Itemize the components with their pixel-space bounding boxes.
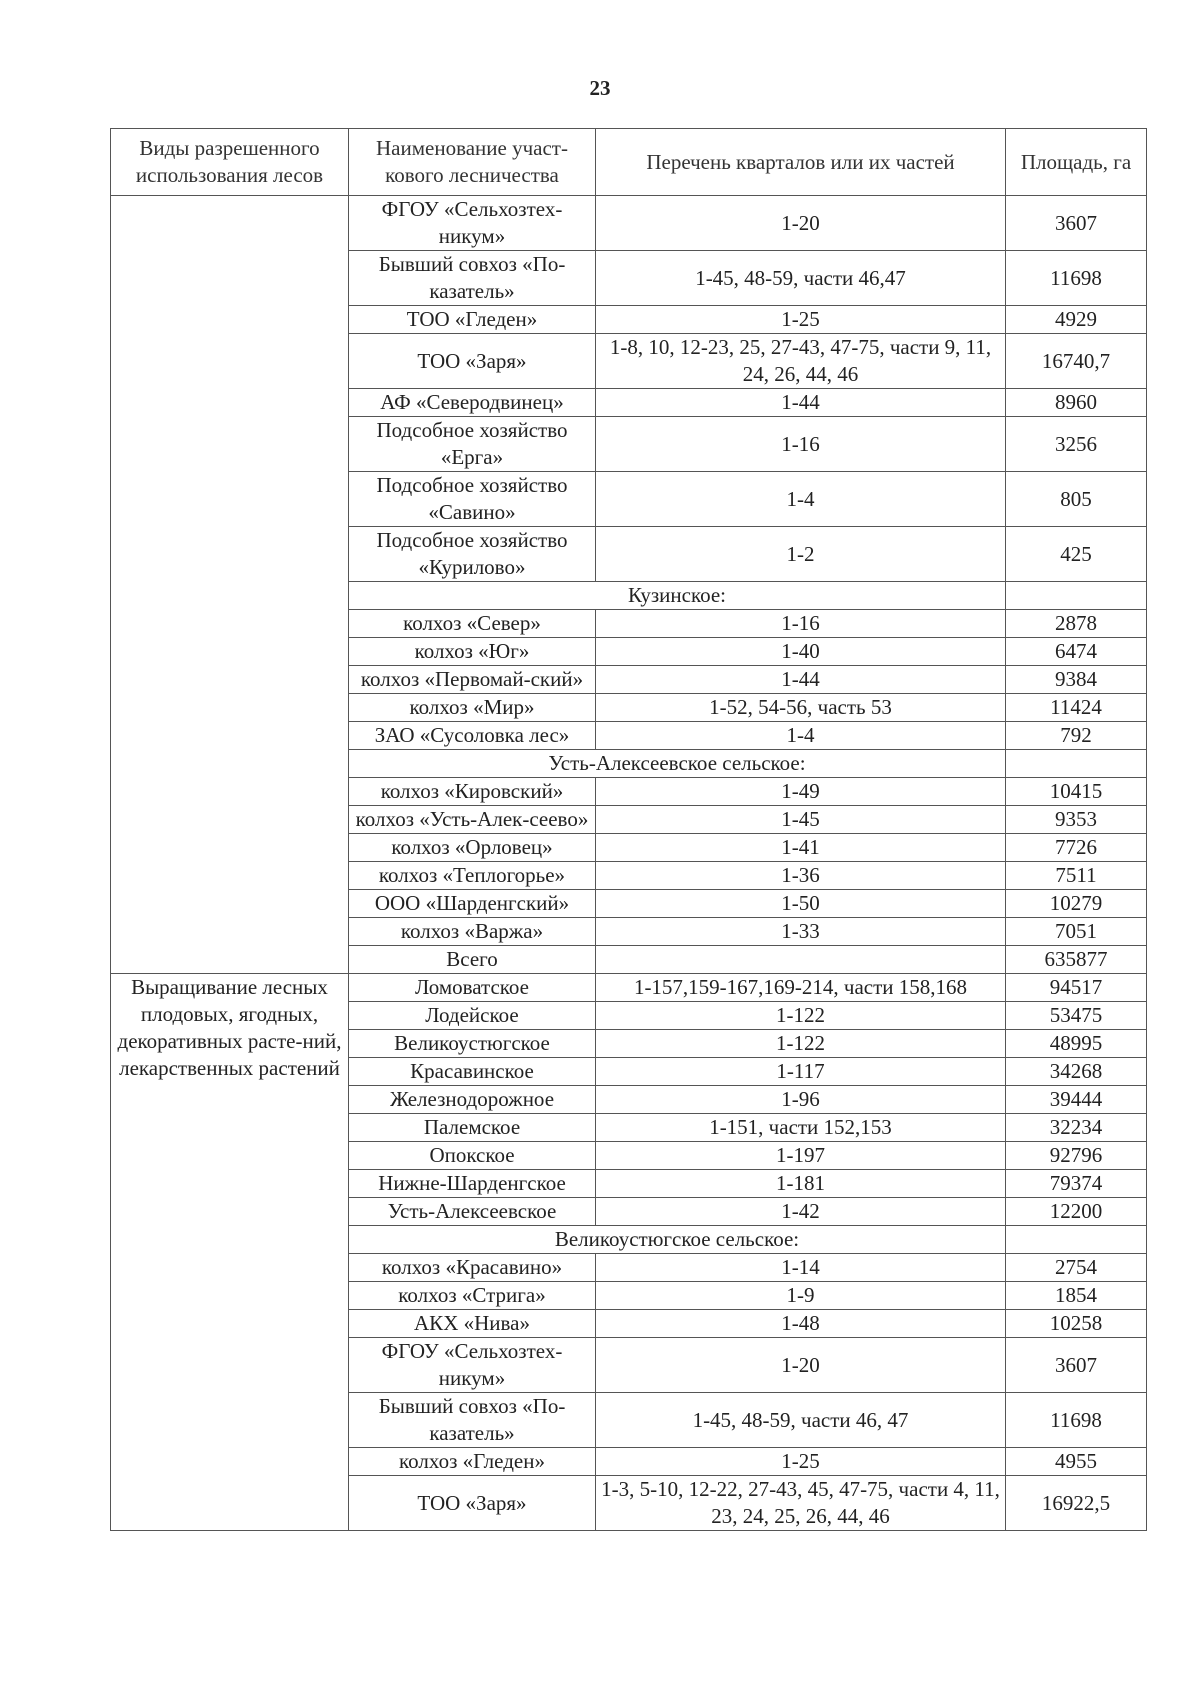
area-cell: 16740,7: [1006, 334, 1147, 389]
forestry-name-cell: Железнодорожное: [349, 1086, 596, 1114]
forestry-name-cell: колхоз «Красавино»: [349, 1254, 596, 1282]
forestry-name-cell: Подсобное хозяйство «Савино»: [349, 472, 596, 527]
area-cell: 3607: [1006, 1338, 1147, 1393]
quarters-cell: 1-33: [596, 918, 1006, 946]
section-heading: Великоустюгское сельское:: [349, 1226, 1006, 1254]
header-kind: Виды разрешенного использования лесов: [111, 129, 349, 196]
quarters-cell: 1-45, 48-59, части 46, 47: [596, 1393, 1006, 1448]
area-cell: 48995: [1006, 1030, 1147, 1058]
quarters-cell: 1-25: [596, 306, 1006, 334]
area-cell: 1854: [1006, 1282, 1147, 1310]
quarters-cell: 1-117: [596, 1058, 1006, 1086]
area-cell: 2754: [1006, 1254, 1147, 1282]
area-cell: 32234: [1006, 1114, 1147, 1142]
total-label: Всего: [349, 946, 596, 974]
table-body: [111, 196, 1147, 1531]
forestry-name-cell: Подсобное хозяйство «Ерга»: [349, 417, 596, 472]
total-area: 635877: [1006, 946, 1147, 974]
forestry-name-cell: Усть-Алексеевское: [349, 1198, 596, 1226]
forestry-name-cell: Красавинское: [349, 1058, 596, 1086]
quarters-cell: 1-197: [596, 1142, 1006, 1170]
quarters-cell: 1-14: [596, 1254, 1006, 1282]
forestry-name-cell: ЗАО «Сусоловка лес»: [349, 722, 596, 750]
table-header-row: [111, 129, 1147, 196]
forestry-name-cell: ТОО «Заря»: [349, 334, 596, 389]
section-heading: Кузинское:: [349, 582, 1006, 610]
forestry-name-cell: колхоз «Первомай-ский»: [349, 666, 596, 694]
table-row: [111, 196, 1147, 251]
quarters-cell: 1-49: [596, 778, 1006, 806]
quarters-cell: 1-122: [596, 1002, 1006, 1030]
section-heading: Усть-Алексеевское сельское:: [349, 750, 1006, 778]
empty-area-cell: [1006, 1226, 1147, 1254]
forestry-name-cell: колхоз «Стрига»: [349, 1282, 596, 1310]
forestry-name-cell: Палемское: [349, 1114, 596, 1142]
area-cell: 39444: [1006, 1086, 1147, 1114]
quarters-cell: 1-151, части 152,153: [596, 1114, 1006, 1142]
quarters-cell: 1-20: [596, 196, 1006, 251]
forestry-name-cell: колхоз «Усть-Алек-сеево»: [349, 806, 596, 834]
area-cell: 7051: [1006, 918, 1147, 946]
quarters-cell: 1-52, 54-56, часть 53: [596, 694, 1006, 722]
forestry-name-cell: Бывший совхоз «По-казатель»: [349, 251, 596, 306]
forestry-name-cell: Опокское: [349, 1142, 596, 1170]
area-cell: 805: [1006, 472, 1147, 527]
quarters-cell: 1-20: [596, 1338, 1006, 1393]
area-cell: 9384: [1006, 666, 1147, 694]
area-cell: 8960: [1006, 389, 1147, 417]
area-cell: 9353: [1006, 806, 1147, 834]
area-cell: 94517: [1006, 974, 1147, 1002]
area-cell: 53475: [1006, 1002, 1147, 1030]
forestry-name-cell: Великоустюгское: [349, 1030, 596, 1058]
quarters-cell: 1-48: [596, 1310, 1006, 1338]
forestry-name-cell: Бывший совхоз «По-казатель»: [349, 1393, 596, 1448]
header-area: Площадь, га: [1006, 129, 1147, 196]
quarters-cell: 1-44: [596, 666, 1006, 694]
quarters-cell: 1-50: [596, 890, 1006, 918]
area-cell: 11698: [1006, 251, 1147, 306]
forestry-name-cell: Лодейское: [349, 1002, 596, 1030]
forestry-name-cell: колхоз «Кировский»: [349, 778, 596, 806]
total-quarters-cell: [596, 946, 1006, 974]
area-cell: 10279: [1006, 890, 1147, 918]
quarters-cell: 1-4: [596, 722, 1006, 750]
use-kind-cell: Выращивание лесных плодовых, ягодных, декоративных расте-ний, лекарственных растений: [111, 974, 349, 1531]
forestry-name-cell: Подсобное хозяйство «Курилово»: [349, 527, 596, 582]
quarters-cell: 1-2: [596, 527, 1006, 582]
forestry-name-cell: колхоз «Орловец»: [349, 834, 596, 862]
area-cell: 4929: [1006, 306, 1147, 334]
area-cell: 7726: [1006, 834, 1147, 862]
quarters-cell: 1-44: [596, 389, 1006, 417]
forestry-name-cell: колхоз «Варжа»: [349, 918, 596, 946]
area-cell: 3256: [1006, 417, 1147, 472]
area-cell: 79374: [1006, 1170, 1147, 1198]
header-quarters: Перечень кварталов или их частей: [596, 129, 1006, 196]
area-cell: 11698: [1006, 1393, 1147, 1448]
forestry-name-cell: колхоз «Мир»: [349, 694, 596, 722]
table-row: [111, 974, 1147, 1002]
area-cell: 11424: [1006, 694, 1147, 722]
area-cell: 7511: [1006, 862, 1147, 890]
use-kind-cell: [111, 196, 349, 974]
quarters-cell: 1-4: [596, 472, 1006, 527]
area-cell: 3607: [1006, 196, 1147, 251]
forestry-name-cell: колхоз «Север»: [349, 610, 596, 638]
forestry-name-cell: колхоз «Гледен»: [349, 1448, 596, 1476]
page-number: 23: [589, 76, 611, 100]
area-cell: 12200: [1006, 1198, 1147, 1226]
forestry-name-cell: ТОО «Гледен»: [349, 306, 596, 334]
quarters-cell: 1-157,159-167,169-214, части 158,168: [596, 974, 1006, 1002]
empty-area-cell: [1006, 750, 1147, 778]
forest-use-table: [110, 128, 1147, 1531]
area-cell: 6474: [1006, 638, 1147, 666]
forestry-name-cell: Ломоватское: [349, 974, 596, 1002]
quarters-cell: 1-25: [596, 1448, 1006, 1476]
forestry-name-cell: Нижне-Шарденгское: [349, 1170, 596, 1198]
quarters-cell: 1-36: [596, 862, 1006, 890]
quarters-cell: 1-45, 48-59, части 46,47: [596, 251, 1006, 306]
quarters-cell: 1-40: [596, 638, 1006, 666]
area-cell: 16922,5: [1006, 1476, 1147, 1531]
quarters-cell: 1-16: [596, 610, 1006, 638]
area-cell: 792: [1006, 722, 1147, 750]
forestry-name-cell: ФГОУ «Сельхозтех-никум»: [349, 1338, 596, 1393]
quarters-cell: 1-45: [596, 806, 1006, 834]
quarters-cell: 1-42: [596, 1198, 1006, 1226]
quarters-cell: 1-9: [596, 1282, 1006, 1310]
quarters-cell: 1-122: [596, 1030, 1006, 1058]
area-cell: 4955: [1006, 1448, 1147, 1476]
forestry-name-cell: колхоз «Теплогорье»: [349, 862, 596, 890]
quarters-cell: 1-181: [596, 1170, 1006, 1198]
area-cell: 2878: [1006, 610, 1147, 638]
area-cell: 425: [1006, 527, 1147, 582]
forestry-name-cell: ТОО «Заря»: [349, 1476, 596, 1531]
empty-area-cell: [1006, 582, 1147, 610]
area-cell: 92796: [1006, 1142, 1147, 1170]
area-cell: 10258: [1006, 1310, 1147, 1338]
forestry-name-cell: АКХ «Нива»: [349, 1310, 596, 1338]
area-cell: 34268: [1006, 1058, 1147, 1086]
forestry-name-cell: ООО «Шарденгский»: [349, 890, 596, 918]
quarters-cell: 1-8, 10, 12-23, 25, 27-43, 47-75, части 9, 11, 24, 26, 44, 46: [596, 334, 1006, 389]
quarters-cell: 1-41: [596, 834, 1006, 862]
forestry-name-cell: АФ «Северодвинец»: [349, 389, 596, 417]
quarters-cell: 1-96: [596, 1086, 1006, 1114]
quarters-cell: 1-16: [596, 417, 1006, 472]
forestry-name-cell: колхоз «Юг»: [349, 638, 596, 666]
area-cell: 10415: [1006, 778, 1147, 806]
forestry-name-cell: ФГОУ «Сельхозтех-никум»: [349, 196, 596, 251]
quarters-cell: 1-3, 5-10, 12-22, 27-43, 45, 47-75, части 4, 11, 23, 24, 25, 26, 44, 46: [596, 1476, 1006, 1531]
header-forestry: Наименование участ-кового лесничества: [349, 129, 596, 196]
